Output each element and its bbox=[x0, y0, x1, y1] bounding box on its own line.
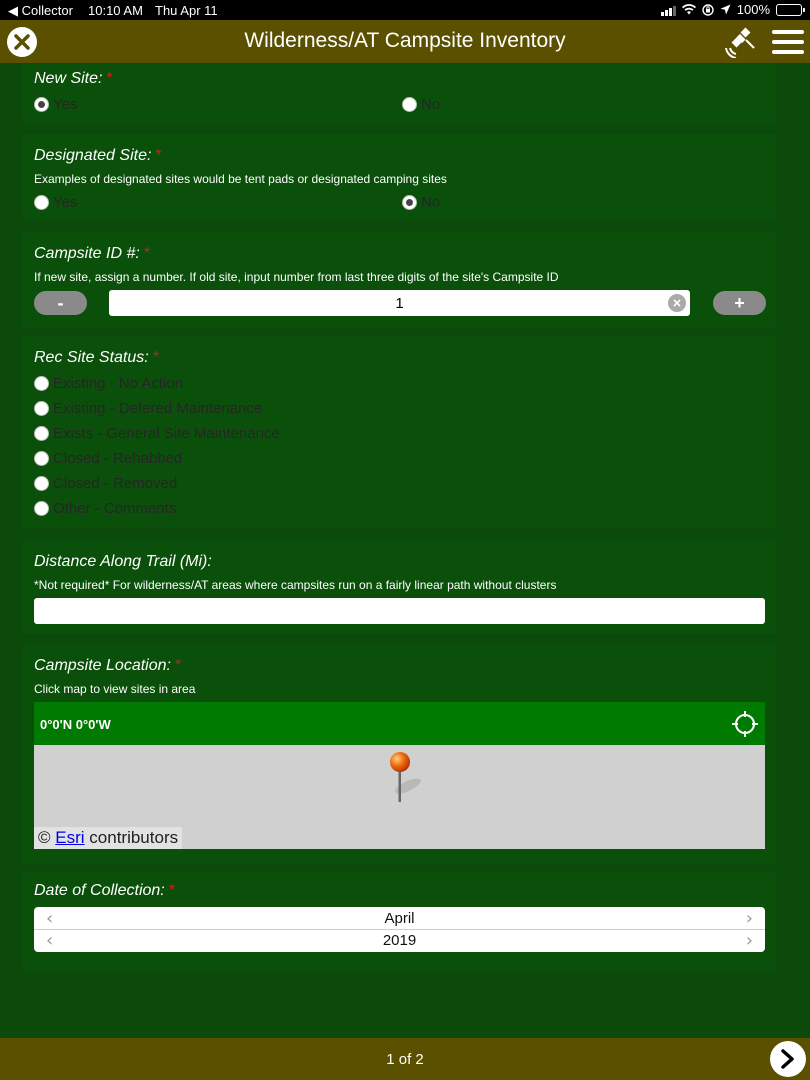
designated-site-label: Designated Site: * bbox=[34, 147, 162, 164]
status-date: Thu Apr 11 bbox=[155, 3, 218, 18]
rec-site-status-section bbox=[22, 336, 776, 528]
radio-empty-icon bbox=[402, 97, 417, 112]
required-marker: * bbox=[106, 70, 113, 87]
esri-link[interactable]: Esri bbox=[55, 828, 85, 847]
locate-crosshair-icon[interactable] bbox=[731, 710, 759, 738]
new-site-yes-radio[interactable]: Yes bbox=[34, 96, 77, 113]
required-marker: * bbox=[168, 882, 175, 899]
required-marker: * bbox=[174, 657, 182, 674]
radio-selected-icon bbox=[402, 195, 417, 210]
status-time: 10:10 AM bbox=[88, 3, 143, 18]
date-picker bbox=[34, 907, 765, 952]
new-site-no-radio[interactable]: No bbox=[402, 96, 440, 113]
orientation-lock-icon bbox=[702, 4, 714, 16]
location-map[interactable] bbox=[34, 702, 765, 849]
status-option-radio[interactable]: Exists - General Site Maintenance bbox=[34, 425, 280, 442]
date-label: Date of Collection: * bbox=[34, 882, 175, 899]
radio-empty-icon bbox=[34, 426, 49, 441]
designated-site-yes-radio[interactable]: Yes bbox=[34, 194, 77, 211]
required-marker: * bbox=[143, 245, 151, 262]
footer-bar bbox=[0, 1038, 810, 1080]
distance-input[interactable] bbox=[34, 598, 765, 624]
campsite-id-section bbox=[22, 232, 776, 328]
campsite-id-hint: If new site, assign a number. If old site, input number from last three digits of the site's Campsite ID bbox=[34, 270, 559, 284]
campsite-id-input[interactable] bbox=[109, 290, 690, 316]
wifi-icon bbox=[682, 4, 696, 15]
radio-empty-icon bbox=[34, 401, 49, 416]
clear-icon bbox=[673, 299, 681, 307]
year-value: 2019 bbox=[382, 932, 417, 949]
page-indicator: 1 of 2 bbox=[386, 1051, 424, 1068]
coordinates-readout: 0°0'N 0°0'W bbox=[40, 717, 111, 732]
campsite-id-label: Campsite ID #: * bbox=[34, 245, 151, 262]
menu-button[interactable] bbox=[772, 30, 804, 56]
designated-site-hint: Examples of designated sites would be tent pads or designated camping sites bbox=[34, 172, 447, 186]
next-page-button[interactable] bbox=[770, 1041, 806, 1077]
new-site-section bbox=[22, 64, 776, 124]
chevron-right-icon bbox=[779, 1049, 797, 1069]
status-option-radio[interactable]: Existing - Defered Maintenance bbox=[34, 400, 262, 417]
radio-empty-icon bbox=[34, 195, 49, 210]
month-row bbox=[34, 907, 765, 929]
year-next-chevron-icon[interactable]: › bbox=[745, 930, 753, 951]
radio-empty-icon bbox=[34, 476, 49, 491]
month-next-chevron-icon[interactable]: › bbox=[745, 908, 753, 929]
status-option-radio[interactable]: Closed - Removed bbox=[34, 475, 177, 492]
map-attribution: © Esri contributors bbox=[34, 827, 182, 849]
battery-percent: 100% bbox=[736, 2, 770, 17]
status-option-radio[interactable]: Other - Comments bbox=[34, 500, 176, 517]
status-bar bbox=[0, 0, 810, 20]
required-marker: * bbox=[155, 147, 162, 164]
app-header bbox=[0, 20, 810, 63]
battery-icon bbox=[776, 4, 802, 16]
status-indicators bbox=[661, 2, 802, 17]
year-prev-chevron-icon[interactable]: ‹ bbox=[46, 930, 54, 951]
back-to-app-link[interactable]: ◀ Collector bbox=[8, 3, 73, 18]
radio-empty-icon bbox=[34, 451, 49, 466]
map-coordinate-bar bbox=[34, 702, 765, 745]
radio-empty-icon bbox=[34, 501, 49, 516]
increment-button[interactable]: + bbox=[713, 291, 766, 315]
distance-hint: *Not required* For wilderness/AT areas where campsites run on a fairly linear path without clusters bbox=[34, 578, 557, 592]
radio-empty-icon bbox=[34, 376, 49, 391]
designated-site-section bbox=[22, 134, 776, 220]
campsite-location-hint: Click map to view sites in area bbox=[34, 682, 196, 696]
month-prev-chevron-icon[interactable]: ‹ bbox=[46, 908, 54, 929]
month-value: April bbox=[384, 910, 415, 927]
gps-satellite-icon[interactable] bbox=[724, 26, 758, 58]
map-pin-icon bbox=[386, 750, 426, 804]
designated-site-no-radio[interactable]: No bbox=[402, 194, 440, 211]
year-row bbox=[34, 929, 765, 951]
status-option-radio[interactable]: Closed - Rehabbed bbox=[34, 450, 182, 467]
cellular-signal-icon bbox=[661, 4, 676, 16]
campsite-location-label: Campsite Location: * bbox=[34, 657, 182, 674]
distance-section bbox=[22, 540, 776, 634]
decrement-button[interactable]: - bbox=[34, 291, 87, 315]
hamburger-icon bbox=[772, 30, 804, 34]
rec-site-status-label: Rec Site Status: * bbox=[34, 349, 159, 366]
required-marker: * bbox=[152, 349, 159, 366]
clear-input-button[interactable] bbox=[668, 294, 686, 312]
status-option-radio[interactable]: Existing - No Action bbox=[34, 375, 183, 392]
distance-label: Distance Along Trail (Mi): bbox=[34, 553, 212, 570]
page-title: Wilderness/AT Campsite Inventory bbox=[244, 29, 566, 52]
location-arrow-icon bbox=[720, 4, 731, 15]
new-site-label: New Site: * bbox=[34, 70, 113, 87]
radio-selected-icon bbox=[34, 97, 49, 112]
